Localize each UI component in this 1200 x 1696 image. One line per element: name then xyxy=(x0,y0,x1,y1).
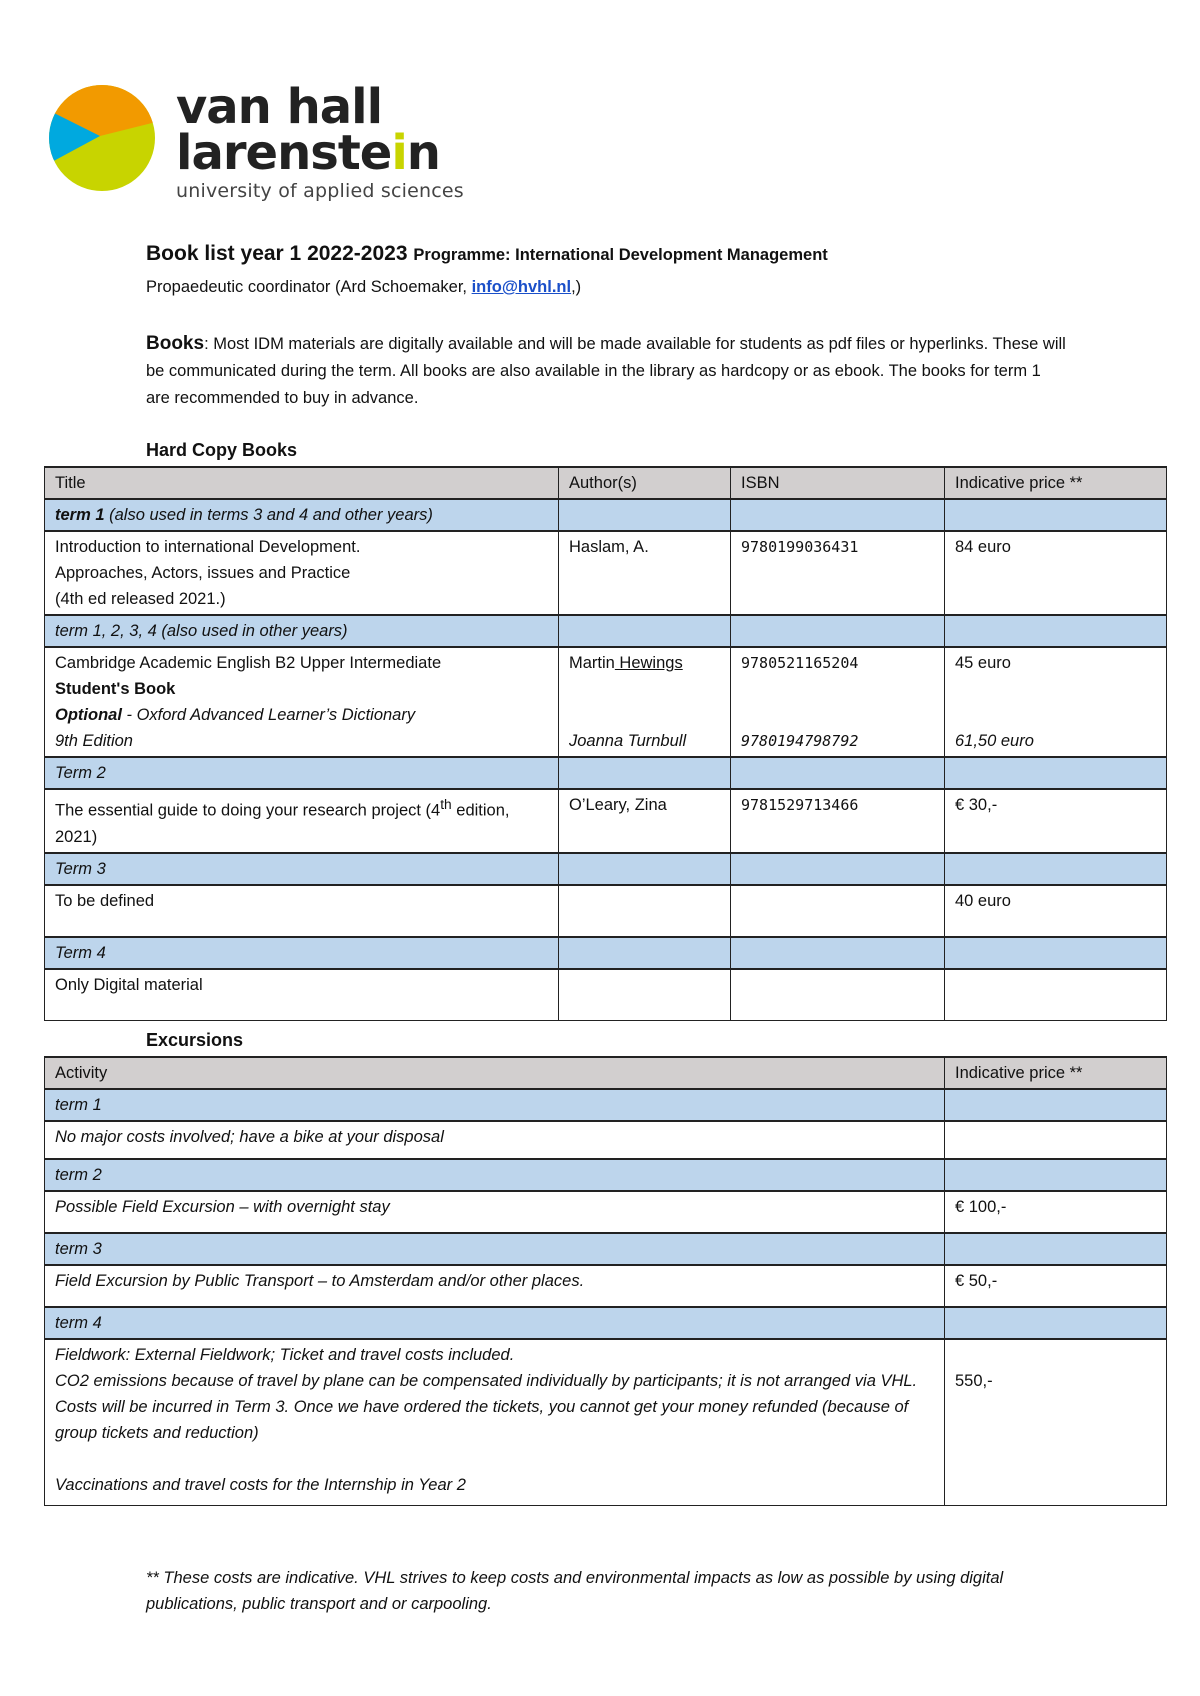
activity-price xyxy=(945,1339,1167,1505)
isbn-1: 9780521165204 xyxy=(741,654,859,672)
book-optional-line xyxy=(55,702,548,728)
col-header-title: Title xyxy=(45,467,559,499)
term-label: term 2 xyxy=(45,1159,945,1191)
activity: Field Excursion by Public Transport – to Amsterdam and/or other places. xyxy=(45,1265,945,1307)
activity-line: Fieldwork: External Fieldwork; Ticket and travel costs included. xyxy=(55,1346,515,1364)
book-title xyxy=(45,531,559,615)
book-title xyxy=(45,789,559,853)
term-row xyxy=(45,757,1167,789)
book-title-line: Introduction to international Development. xyxy=(55,538,361,556)
logo-line-2-dot: i xyxy=(391,125,407,181)
coordinator-suffix: ,) xyxy=(571,278,582,296)
term-label xyxy=(45,499,559,531)
author-first: Martin xyxy=(569,654,615,672)
table-header-row xyxy=(45,1057,1167,1089)
table-row xyxy=(45,531,1167,615)
term-row xyxy=(45,499,1167,531)
logo-subtitle: university of applied sciences xyxy=(176,180,464,202)
intro-text: : Most IDM materials are digitally available and will be made available for students as pdf files or hyperlinks. These will be communicated during the term. All books are also available in the library as hardcopy or as ebook. The books for term 1 are recommended to buy in advance. xyxy=(146,335,1066,407)
col-header-price: Indicative price ** xyxy=(945,1057,1167,1089)
activity: Possible Field Excursion – with overnight stay xyxy=(45,1191,945,1233)
term-row xyxy=(45,1089,1167,1121)
term-row xyxy=(45,615,1167,647)
logo-wordmark xyxy=(176,79,464,202)
intro-label: Books xyxy=(146,333,205,354)
term-row xyxy=(45,853,1167,885)
activity xyxy=(45,1339,945,1505)
term-label: term 4 xyxy=(45,1307,945,1339)
table-row xyxy=(45,1121,1167,1159)
book-isbn: 9781529713466 xyxy=(731,789,945,853)
term-row xyxy=(45,937,1167,969)
activity: No major costs involved; have a bike at your disposal xyxy=(45,1121,945,1159)
book-author: Haslam, A. xyxy=(559,531,731,615)
term-row xyxy=(45,1233,1167,1265)
logo-circle-icon xyxy=(48,84,156,192)
book-title-line: (4th ed released 2021.) xyxy=(55,590,226,608)
col-header-activity: Activity xyxy=(45,1057,945,1089)
book-title-line: Approaches, Actors, issues and Practice xyxy=(55,564,351,582)
book-isbn: 9780199036431 xyxy=(731,531,945,615)
logo-line-1: van hall xyxy=(176,79,383,135)
excursions-section-title: Excursions xyxy=(146,1030,244,1050)
coordinator-prefix: Propaedeutic coordinator (Ard Schoemaker, xyxy=(146,278,472,296)
col-header-isbn: ISBN xyxy=(731,467,945,499)
col-header-price: Indicative price ** xyxy=(945,467,1167,499)
price-1: 45 euro xyxy=(955,654,1011,672)
table-row xyxy=(45,1191,1167,1233)
coordinator-line xyxy=(146,278,581,297)
book-title: Only Digital material xyxy=(45,969,559,1021)
book-author xyxy=(559,647,731,757)
optional-text: - Oxford Advanced Learner’s Dictionary xyxy=(121,706,416,724)
book-price: € 30,- xyxy=(945,789,1167,853)
books-section-title: Hard Copy Books xyxy=(146,440,298,460)
author-2: Joanna Turnbull xyxy=(569,732,687,750)
optional-label: Optional xyxy=(55,706,122,724)
coordinator-email-link[interactable]: info@hvhl.nl xyxy=(471,278,572,296)
page-title xyxy=(146,242,828,266)
isbn-2: 9780194798792 xyxy=(741,732,859,750)
price-value: 550,- xyxy=(955,1372,993,1390)
table-row xyxy=(45,647,1167,757)
term-label-bold: term 1 xyxy=(55,506,105,524)
book-author xyxy=(559,885,731,937)
term-note: (also used in terms 3 and 4 and other years) xyxy=(104,506,433,524)
book-price: 84 euro xyxy=(945,531,1167,615)
book-price xyxy=(945,647,1167,757)
books-table xyxy=(44,466,1167,1021)
term-label: term 1 xyxy=(45,1089,945,1121)
activity-price: € 50,- xyxy=(945,1265,1167,1307)
term-label: Term 2 xyxy=(45,757,559,789)
logo-line-2a: larenste xyxy=(176,125,392,181)
programme-text: Programme: International Development Management xyxy=(413,246,828,264)
book-title-line: 9th Edition xyxy=(55,732,133,750)
table-header-row xyxy=(45,467,1167,499)
book-title xyxy=(45,647,559,757)
author-last: Hewings xyxy=(614,654,683,672)
price-2: 61,50 euro xyxy=(955,732,1034,750)
table-row xyxy=(45,1265,1167,1307)
term-row xyxy=(45,1159,1167,1191)
activity-line: CO2 emissions because of travel by plane can be compensated individually by participants; it is not arranged via VHL. Costs will be incurred in Term 3. Once we have ordered the tickets, you cannot get your money refunded (because of group tickets and reduction) xyxy=(55,1372,918,1442)
term-label: term 3 xyxy=(45,1233,945,1265)
col-header-authors: Author(s) xyxy=(559,467,731,499)
table-row xyxy=(45,885,1167,937)
title-text: Book list year 1 2022-2023 xyxy=(146,242,408,265)
activity-line: Vaccinations and travel costs for the Internship in Year 2 xyxy=(55,1476,466,1494)
term-label: Term 4 xyxy=(45,937,559,969)
book-author: O’Leary, Zina xyxy=(559,789,731,853)
footnote: ** These costs are indicative. VHL strives to keep costs and environmental impacts as low as possible by using digital publications, public transport and or carpooling. xyxy=(146,1569,1004,1613)
table-row xyxy=(45,969,1167,1021)
author-1 xyxy=(569,650,720,676)
term-label: Term 3 xyxy=(45,853,559,885)
title-sup: th xyxy=(440,797,452,812)
term-row xyxy=(45,1307,1167,1339)
book-isbn xyxy=(731,885,945,937)
table-row xyxy=(45,1339,1167,1505)
intro-paragraph xyxy=(146,330,1066,412)
term-label: term 1, 2, 3, 4 (also used in other years) xyxy=(45,615,559,647)
activity-price: € 100,- xyxy=(945,1191,1167,1233)
book-price: 40 euro xyxy=(945,885,1167,937)
book-isbn xyxy=(731,647,945,757)
logo-line-2 xyxy=(176,125,464,181)
logo-line-2b: n xyxy=(406,125,440,181)
activity-price xyxy=(945,1121,1167,1159)
excursions-table xyxy=(44,1056,1167,1506)
table-row xyxy=(45,789,1167,853)
book-title: To be defined xyxy=(45,885,559,937)
book-title-line: Cambridge Academic English B2 Upper Intermediate xyxy=(55,654,442,672)
book-title-line: Student's Book xyxy=(55,680,176,698)
title-part: edition, 2021) xyxy=(55,801,510,846)
vhl-logo xyxy=(48,79,528,204)
title-part: The essential guide to doing your research project (4 xyxy=(55,801,441,820)
